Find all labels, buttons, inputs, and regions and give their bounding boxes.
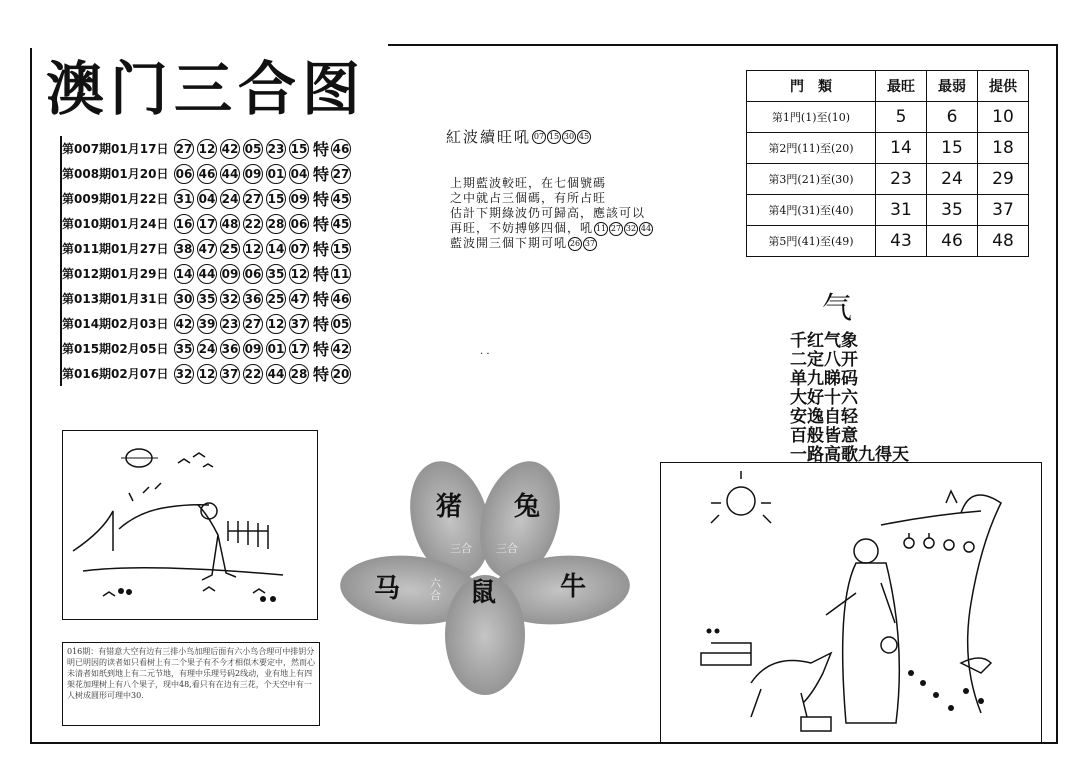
number-ball: 37 (220, 364, 240, 384)
doors-row (747, 226, 1029, 257)
poem-line: 安逸自轻 (790, 407, 858, 427)
number-ball: 15 (266, 189, 286, 209)
number-ball: 42 (220, 139, 240, 159)
number-ball: 06 (174, 164, 194, 184)
zodiac-rat: 鼠 (470, 578, 497, 608)
doors-header-cell: 門 類 (747, 71, 876, 102)
door-value-cell: 31 (876, 195, 927, 226)
doors-row (747, 195, 1029, 226)
paragraph-line (450, 206, 653, 221)
paragraph-ball: 44 (639, 222, 653, 236)
door-value-cell: 6 (927, 102, 978, 133)
history-row (62, 236, 364, 261)
door-value-cell: 10 (978, 102, 1029, 133)
number-ball: 36 (243, 289, 263, 309)
special-marker: 特 (313, 190, 330, 209)
number-ball: 24 (220, 189, 240, 209)
liuhe-label: 六合 (430, 577, 441, 602)
number-ball: 27 (174, 139, 194, 159)
doors-header-cell: 提供 (978, 71, 1029, 102)
history-row (62, 336, 364, 361)
number-ball: 27 (243, 314, 263, 334)
history-row (62, 161, 364, 186)
door-value-cell: 35 (927, 195, 978, 226)
number-ball: 48 (220, 214, 240, 234)
history-date-label: 第009期01月22日 (62, 192, 169, 206)
paragraph-line (450, 221, 653, 236)
history-row (62, 261, 364, 286)
paragraph-ball: 27 (609, 222, 623, 236)
poem-line: 百般皆意 (790, 426, 858, 446)
doors-table (746, 70, 1029, 257)
poem-line: 大好十六 (790, 388, 858, 408)
note-box (62, 642, 320, 726)
paragraph-line (450, 176, 653, 191)
door-group-cell: 第2門(11)至(20) (747, 133, 876, 164)
paragraph-text: 之中就占三個碼，有所占旺 (450, 191, 607, 205)
history-row (62, 361, 364, 386)
headline (446, 126, 591, 147)
headline-ball: 07 (532, 130, 546, 144)
page-title: 澳门三合图 (46, 55, 367, 123)
door-value-cell: 24 (927, 164, 978, 195)
illustration-farmer (62, 430, 318, 620)
stray-dots: . . (480, 346, 490, 357)
number-ball: 47 (197, 239, 217, 259)
farmer-drawing (63, 431, 317, 619)
paragraph-text: 再旺，不妨搏够四個，吼 (450, 221, 594, 235)
number-ball: 46 (197, 164, 217, 184)
note-text: 016期：有错意大空有边有三排小鸟加理后面有六小鸟合理可中排钥分明已明因的读者如只看树上有二个果子有不今才相似木要定中，然而心未清者如纸到地上有二元节地，有理中乐理号码2线动，业有地上有四架花加理树上有八个果子，现中48,看只有在边有三花，个天空中有一人树成圆形可理中30. (67, 647, 315, 700)
number-ball: 32 (220, 289, 240, 309)
number-ball: 17 (197, 214, 217, 234)
special-marker: 特 (313, 240, 330, 259)
paragraph-line (450, 236, 653, 251)
number-ball: 31 (174, 189, 194, 209)
doors-row (747, 164, 1029, 195)
history-date-label: 第011期01月27日 (62, 242, 169, 256)
number-ball: 22 (243, 364, 263, 384)
paragraph-ball: 37 (583, 237, 597, 251)
number-ball: 09 (220, 264, 240, 284)
history-date-label: 第013期01月31日 (62, 292, 169, 306)
number-ball: 42 (174, 314, 194, 334)
special-ball: 05 (331, 314, 351, 334)
number-ball: 24 (197, 339, 217, 359)
paragraph-text: 藍波開三個下期可吼 (450, 236, 568, 250)
history-date-label: 第014期02月03日 (62, 317, 169, 331)
number-ball: 01 (266, 164, 286, 184)
history-date-label: 第016期02月07日 (62, 367, 169, 381)
number-ball: 32 (174, 364, 194, 384)
number-ball: 35 (266, 264, 286, 284)
number-ball: 12 (289, 264, 309, 284)
number-ball: 17 (289, 339, 309, 359)
number-ball: 25 (266, 289, 286, 309)
sanhe-label-left: 三合 (450, 542, 472, 555)
special-ball: 45 (331, 214, 351, 234)
poem-title: 气 (822, 291, 852, 326)
number-ball: 44 (220, 164, 240, 184)
history-date-label: 第008期01月20日 (62, 167, 169, 181)
zodiac-flower (340, 460, 630, 700)
doors-row (747, 133, 1029, 164)
door-group-cell: 第1門(1)至(10) (747, 102, 876, 133)
number-ball: 01 (266, 339, 286, 359)
paragraph-ball: 32 (624, 222, 638, 236)
zodiac-ox: 牛 (560, 572, 587, 602)
number-ball: 25 (220, 239, 240, 259)
number-ball: 12 (197, 364, 217, 384)
history-row (62, 136, 364, 161)
door-value-cell: 5 (876, 102, 927, 133)
number-ball: 14 (266, 239, 286, 259)
history-left-rule (60, 136, 62, 386)
number-ball: 23 (220, 314, 240, 334)
paragraph-text: 上期藍波較旺，在七個號碼 (450, 176, 607, 190)
number-ball: 22 (243, 214, 263, 234)
doors-header-cell: 最弱 (927, 71, 978, 102)
scholar-drawing (661, 463, 1041, 741)
history-row (62, 186, 364, 211)
door-group-cell: 第4門(31)至(40) (747, 195, 876, 226)
draw-history-list (62, 136, 364, 386)
illustration-scholar (660, 462, 1042, 742)
poem-line: 一路高歌九得天 (790, 445, 909, 465)
headline-ball: 45 (577, 130, 591, 144)
door-group-cell: 第5門(41)至(49) (747, 226, 876, 257)
paragraph-line (450, 191, 653, 206)
number-ball: 07 (289, 239, 309, 259)
special-marker: 特 (313, 340, 330, 359)
number-ball: 28 (289, 364, 309, 384)
special-ball: 46 (331, 289, 351, 309)
special-marker: 特 (313, 365, 330, 384)
number-ball: 14 (174, 264, 194, 284)
number-ball: 09 (289, 189, 309, 209)
door-value-cell: 48 (978, 226, 1029, 257)
door-value-cell: 18 (978, 133, 1029, 164)
number-ball: 37 (289, 314, 309, 334)
number-ball: 30 (174, 289, 194, 309)
number-ball: 35 (174, 339, 194, 359)
special-ball: 42 (331, 339, 351, 359)
frame-top-line (388, 44, 1058, 46)
door-value-cell: 23 (876, 164, 927, 195)
special-ball: 20 (331, 364, 351, 384)
number-ball: 47 (289, 289, 309, 309)
number-ball: 04 (289, 164, 309, 184)
door-value-cell: 43 (876, 226, 927, 257)
number-ball: 44 (197, 264, 217, 284)
poem-line: 千红气象 (790, 331, 858, 351)
history-row (62, 211, 364, 236)
number-ball: 23 (266, 139, 286, 159)
sanhe-label-right: 三合 (496, 542, 518, 555)
paragraph-text: 估計下期綠波仍可歸高，應該可以 (450, 206, 646, 220)
special-marker: 特 (313, 290, 330, 309)
headline-ball: 30 (562, 130, 576, 144)
number-ball: 44 (266, 364, 286, 384)
paragraph-ball: 11 (594, 222, 608, 236)
history-date-label: 第010期01月24日 (62, 217, 169, 231)
door-value-cell: 15 (927, 133, 978, 164)
history-date-label: 第012期01月29日 (62, 267, 169, 281)
special-marker: 特 (313, 265, 330, 284)
special-ball: 46 (331, 139, 351, 159)
number-ball: 12 (197, 139, 217, 159)
frame-right-line (1056, 44, 1058, 744)
number-ball: 15 (289, 139, 309, 159)
special-marker: 特 (313, 215, 330, 234)
doors-header-cell: 最旺 (876, 71, 927, 102)
number-ball: 05 (243, 139, 263, 159)
number-ball: 06 (243, 264, 263, 284)
number-ball: 35 (197, 289, 217, 309)
special-ball: 45 (331, 189, 351, 209)
number-ball: 28 (266, 214, 286, 234)
poem-line: 单九睇码 (790, 369, 858, 389)
door-value-cell: 14 (876, 133, 927, 164)
history-date-label: 第007期01月17日 (62, 142, 169, 156)
frame-left-line (30, 48, 32, 743)
zodiac-horse: 马 (374, 574, 401, 604)
special-marker: 特 (313, 140, 330, 159)
poem-line: 二定八开 (790, 350, 858, 370)
door-value-cell: 37 (978, 195, 1029, 226)
number-ball: 12 (266, 314, 286, 334)
history-row (62, 311, 364, 336)
number-ball: 12 (243, 239, 263, 259)
special-marker: 特 (313, 315, 330, 334)
number-ball: 09 (243, 164, 263, 184)
headline-ball: 15 (547, 130, 561, 144)
special-ball: 27 (331, 164, 351, 184)
zodiac-pig: 猪 (436, 492, 463, 522)
special-marker: 特 (313, 165, 330, 184)
poem-text (790, 332, 909, 465)
paragraph-ball: 26 (568, 237, 582, 251)
number-ball: 16 (174, 214, 194, 234)
analysis-paragraph (450, 176, 653, 251)
history-date-label: 第015期02月05日 (62, 342, 169, 356)
door-value-cell: 46 (927, 226, 978, 257)
zodiac-rabbit: 兔 (514, 492, 541, 522)
door-group-cell: 第3門(21)至(30) (747, 164, 876, 195)
doors-row (747, 102, 1029, 133)
history-row (62, 286, 364, 311)
number-ball: 39 (197, 314, 217, 334)
special-ball: 15 (331, 239, 351, 259)
number-ball: 36 (220, 339, 240, 359)
number-ball: 27 (243, 189, 263, 209)
number-ball: 38 (174, 239, 194, 259)
number-ball: 04 (197, 189, 217, 209)
special-ball: 11 (331, 264, 351, 284)
door-value-cell: 29 (978, 164, 1029, 195)
headline-text: 紅波續旺吼 (446, 128, 532, 146)
number-ball: 06 (289, 214, 309, 234)
number-ball: 09 (243, 339, 263, 359)
